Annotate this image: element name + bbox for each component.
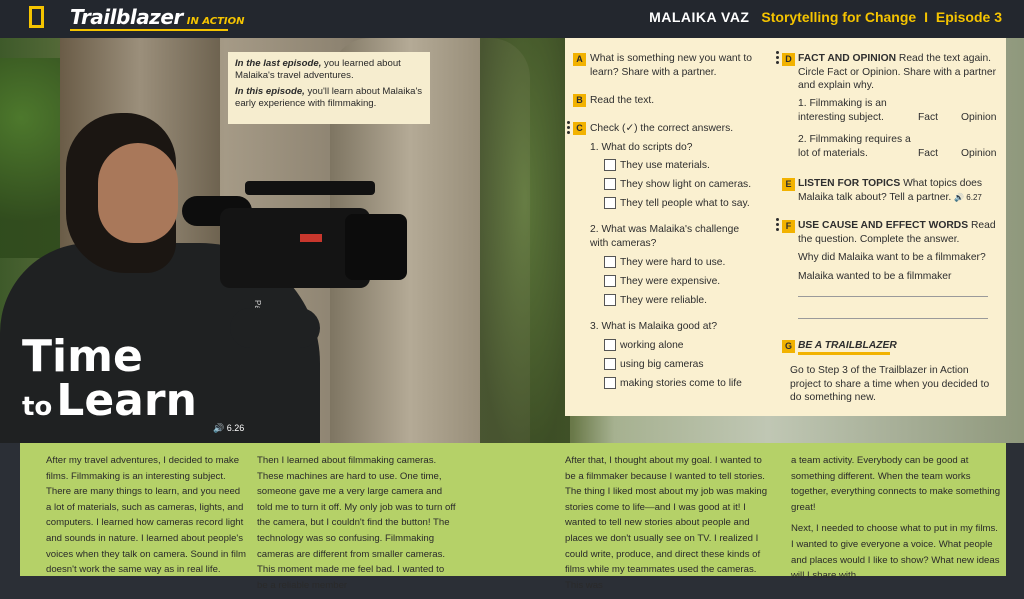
last-episode-text: you learned about Malaika's travel adventures. [235, 58, 401, 81]
heading-underline [798, 352, 890, 355]
hero-photo [0, 38, 1024, 443]
activity-letter-e: E [782, 178, 795, 191]
pair-work-dots-icon [776, 51, 779, 66]
question-2: 2. What was Malaika's challenge with cameras? [590, 224, 740, 249]
header-separator: I [924, 9, 928, 25]
pair-work-dots-icon [776, 218, 779, 233]
header-episode: Episode 3 [935, 9, 1002, 25]
activity-f-heading: USE CAUSE AND EFFECT WORDS [798, 220, 969, 231]
person-arm [230, 308, 320, 348]
paragraph: After that, I thought about my goal. I wanted to be a filmmaker because I wanted to tell stories. The thing I liked most about my job was making stories come to life—and I was good at it! I wanted to tell new stories about people and places we don't usually see on TV. I realized I could write, produce, and direct these kinds of films while my teammates used the cameras. This was [565, 455, 768, 591]
national-geographic-logo-icon [29, 6, 44, 28]
activity-panel [565, 38, 1006, 416]
activity-c-text: Check (✓) the correct answers. [590, 123, 734, 134]
activity-letter-g: G [782, 340, 795, 353]
question-3: 3. What is Malaika good at? [590, 321, 718, 332]
header-info [649, 9, 1002, 25]
paragraph: Then I learned about filmmaking cameras. These machines are hard to use. One time, someone gave me a very large camera and told me to turn it off. My only job was to turn off the camera, but I couldn't find the button! The technology was so confusing. Filmmaking cameras are different from smaller cameras. This moment made me feel bad. I wanted to be a reliable member [257, 455, 456, 591]
answer-option: working alone [620, 340, 684, 351]
series-brand [70, 5, 245, 29]
answer-checkbox[interactable] [604, 159, 616, 171]
reading-column-4 [791, 453, 1001, 590]
this-episode-lead: In this episode, [235, 86, 305, 97]
pair-work-dots-icon [567, 121, 570, 136]
opinion-option[interactable]: Opinion [961, 112, 997, 123]
answer-checkbox[interactable] [604, 377, 616, 389]
answer-checkbox[interactable] [604, 256, 616, 268]
answer-option: They were expensive. [620, 276, 721, 287]
activity-e-heading: LISTEN FOR TOPICS [798, 178, 901, 189]
reading-column-3 [565, 453, 775, 599]
paragraph: Next, I needed to choose what to put in my films. I wanted to give everyone a voice. What people and places would I like to show? What new ideas will I share with [791, 523, 1000, 582]
paragraph: a team activity. Everybody can be good at something different. When the team works together, everything connects to make something great! [791, 455, 1001, 513]
answer-checkbox[interactable] [604, 294, 616, 306]
activity-letter-c: C [573, 122, 586, 135]
answer-line[interactable] [798, 296, 988, 297]
activity-f-instruction: Read the question. Complete the answer. [798, 220, 996, 245]
activity-e-instruction: What topics does Malaika talk about? Tell a partner. [798, 178, 983, 203]
lesson-title [22, 331, 197, 429]
activity-a-text: What is something new you want to learn? Share with a partner. [590, 53, 752, 78]
activity-d-instruction: Read the text again. Circle Fact or Opinion. Share with a partner and explain why. [798, 53, 997, 91]
statement-2: 2. Filmmaking requires a lot of materials. [798, 134, 911, 159]
title-learn: Learn [56, 375, 197, 426]
person-face [98, 143, 178, 243]
reading-passage [20, 443, 1006, 591]
reading-column-1 [46, 453, 246, 584]
activity-letter-f: F [782, 220, 795, 233]
foliage [480, 38, 570, 443]
answer-line[interactable] [798, 318, 988, 319]
paragraph: After my travel adventures, I decided to make films. Filmmaking is an interesting subject. There are many things to learn, and you need a lot of materials, such as cameras, lights, and computers. I learned how cameras record light and sounds in nature. I learned about people's voices when they talk on camera. Sound in film doesn't work the same way as in real life. [46, 455, 246, 576]
answer-option: They were reliable. [620, 295, 707, 306]
cause-effect-question: Why did Malaika want to be a filmmaker? [798, 252, 986, 263]
activity-d-text [798, 52, 998, 93]
answer-checkbox[interactable] [604, 358, 616, 370]
statement-1: 1. Filmmaking is an interesting subject. [798, 98, 887, 123]
activity-d-heading: FACT AND OPINION [798, 53, 897, 64]
header-name: MALAIKA VAZ [649, 9, 750, 25]
header-story: Storytelling for Change [761, 9, 917, 25]
reading-column-2 [257, 453, 457, 599]
answer-sentence: Malaika wanted to be a filmmaker [798, 271, 952, 282]
activity-letter-b: B [573, 94, 586, 107]
fact-option[interactable]: Fact [918, 148, 939, 159]
answer-option: They tell people what to say. [620, 198, 750, 209]
brand-underline [70, 29, 228, 31]
opinion-option[interactable]: Opinion [961, 148, 997, 159]
this-episode-text: you'll learn about Malaika's early experience with filmmaking. [235, 86, 423, 109]
brand-title: Trailblazer [70, 5, 183, 29]
episode-summary-box [228, 52, 430, 124]
answer-option: using big cameras [620, 359, 704, 370]
activity-b-text: Read the text. [590, 95, 655, 106]
brand-subtitle: IN ACTION [186, 16, 245, 27]
fact-option[interactable]: Fact [918, 112, 939, 123]
activity-g-heading: BE A TRAILBLAZER [798, 340, 897, 351]
question-1: 1. What do scripts do? [590, 142, 693, 153]
camera-lens [345, 214, 407, 280]
audio-track-label[interactable]: 🔊 6.27 [954, 192, 982, 202]
page-header [0, 0, 1024, 38]
activity-letter-a: A [573, 53, 586, 66]
camera-button [300, 234, 322, 242]
title-to: to [22, 392, 53, 422]
activity-f-text [798, 219, 1003, 246]
activity-g-text: Go to Step 3 of the Trailblazer in Action project to share a time when you decided to do something new. [790, 365, 990, 403]
camera-handle [245, 181, 375, 195]
audio-track-label[interactable]: 🔊 6.26 [213, 423, 245, 433]
title-time: Time [22, 331, 143, 382]
answer-option: They were hard to use. [620, 257, 726, 268]
answer-option: making stories come to life [620, 378, 742, 389]
activity-letter-d: D [782, 53, 795, 66]
answer-option: They use materials. [620, 160, 710, 171]
answer-checkbox[interactable] [604, 275, 616, 287]
activity-e-text [798, 177, 1003, 204]
answer-checkbox[interactable] [604, 197, 616, 209]
answer-option: They show light on cameras. [620, 179, 752, 190]
answer-checkbox[interactable] [604, 178, 616, 190]
answer-checkbox[interactable] [604, 339, 616, 351]
last-episode-lead: In the last episode, [235, 58, 322, 69]
